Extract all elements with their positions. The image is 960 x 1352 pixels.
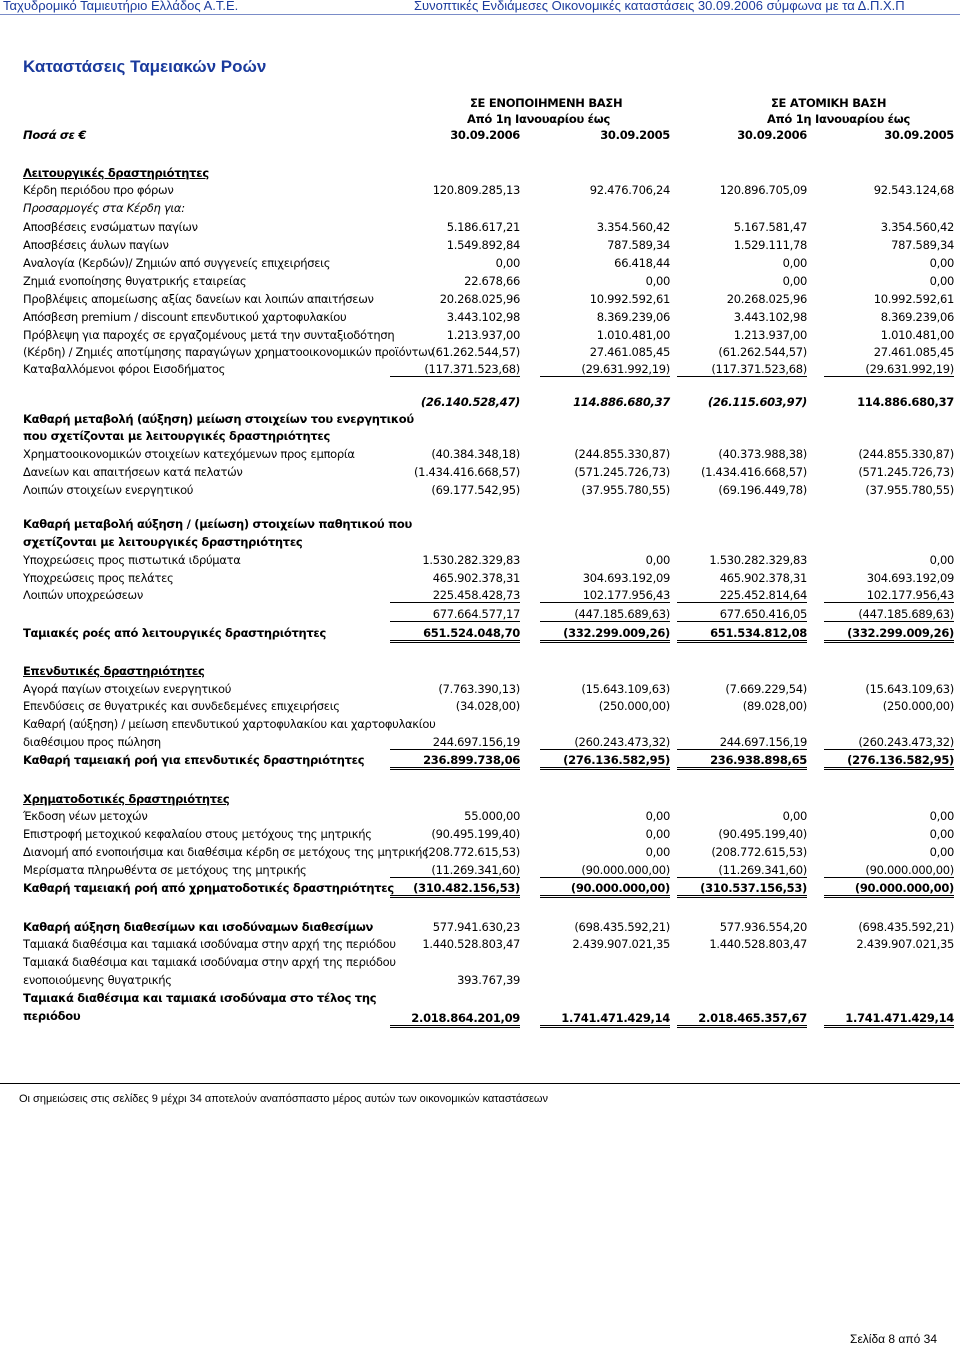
row-value: (40.384.348,18) (431, 447, 520, 461)
row-value: 1.010.481,00 (596, 328, 670, 342)
row-value: 0,00 (929, 274, 954, 288)
row-value: 3.443.102,98 (446, 310, 520, 324)
row-value: 20.268.025,96 (439, 292, 520, 306)
subtotal-value: 677.664.577,17 (390, 607, 520, 622)
row-value: 304.693.192,09 (866, 571, 954, 585)
total-value: (310.482.156,53) (390, 881, 520, 898)
row-label: Λοιπών στοιχείων ενεργητικού (23, 483, 194, 497)
page-number: Σελίδα 8 από 34 (850, 1332, 937, 1346)
row-label: (Κέρδη) / Ζημιές αποτίμησης παραγώγων χρηματοοικονομικών προϊόντων (23, 345, 434, 359)
row-value: 102.177.956,43 (540, 588, 670, 603)
row-value: (90.495.199,40) (431, 827, 520, 841)
total-value: (90.000.000,00) (540, 881, 670, 898)
total-value: (332.299.009,26) (824, 626, 954, 643)
total-value: (310.537.156,53) (677, 881, 807, 898)
row-value: 5.186.617,21 (446, 220, 520, 234)
amounts-currency-label: Ποσά σε € (23, 128, 87, 142)
column-date-4: 30.09.2005 (884, 128, 954, 142)
row-value: (698.435.592,21) (858, 920, 954, 934)
row-value: 1.549.892,84 (446, 238, 520, 252)
header-report-title: Συνοπτικές Ενδιάμεσες Οικονομικές καταστάσεις 30.09.2006 σύμφωνα με τα Δ.Π.Χ.Π (414, 0, 905, 13)
row-value: (40.373.988,38) (718, 447, 807, 461)
row-value: (61.262.544,57) (718, 345, 807, 359)
page-header (0, 0, 960, 13)
section-heading-financing: Χρηματοδοτικές δραστηριότητες (23, 792, 230, 806)
row-value: 92.476.706,24 (589, 183, 670, 197)
row-value: 0,00 (929, 827, 954, 841)
row-value: 3.354.560,42 (880, 220, 954, 234)
row-value: 577.936.554,20 (719, 920, 807, 934)
section-heading-asset-changes: Καθαρή μεταβολή (αύξηση) μείωση στοιχείων του ενεργητικού (23, 412, 414, 426)
total-value: 651.524.048,70 (390, 626, 520, 643)
total-label-operating: Ταμιακές ροές από λειτουργικές δραστηριότητες (23, 626, 327, 640)
column-date-1: 30.09.2006 (450, 128, 520, 142)
row-value: (117.371.523,68) (677, 362, 807, 377)
row-label: Μερίσματα πληρωθέντα σε μετόχους της μητρικής (23, 863, 307, 877)
row-value: 393.767,39 (457, 973, 520, 987)
row-value: 0,00 (782, 256, 807, 270)
total-value: (276.136.582,95) (540, 753, 670, 770)
group-consolidated-heading: ΣΕ ΕΝΟΠΟΙΗΜΕΝΗ ΒΑΣΗ (470, 96, 623, 110)
section-heading-liability-changes: Καθαρή μεταβολή αύξηση / (μείωση) στοιχείων παθητικού που (23, 517, 412, 531)
row-value: (69.177.542,95) (431, 483, 520, 497)
subtotal-value: (447.185.689,63) (824, 607, 954, 622)
total-value: 236.899.738,06 (390, 753, 520, 770)
row-value: 22.678,66 (464, 274, 520, 288)
row-value: 244.697.156,19 (390, 735, 520, 750)
total-value: 1.741.471.429,14 (824, 1011, 954, 1028)
row-value: 2.439.907.021,35 (856, 937, 954, 951)
row-value: 1.530.282.329,83 (709, 553, 807, 567)
total-value: 1.741.471.429,14 (540, 1011, 670, 1028)
group-standalone-period: Από 1η Ιανουαρίου έως (767, 112, 910, 126)
subtotal-value: (26.140.528,47) (420, 395, 520, 409)
row-value: 55.000,00 (464, 809, 520, 823)
row-value: (1.434.416.668,57) (414, 465, 520, 479)
header-rule (0, 14, 960, 15)
row-label: Καταβαλλόμενοι φόροι Εισοδήματος (23, 362, 226, 376)
row-value: 3.443.102,98 (733, 310, 807, 324)
row-value: (208.772.615,53) (711, 845, 807, 859)
total-value: (332.299.009,26) (540, 626, 670, 643)
row-value: (260.243.473,32) (824, 735, 954, 750)
total-value: 236.938.898,65 (677, 753, 807, 770)
row-value: (571.245.726,73) (858, 465, 954, 479)
total-value: 2.018.864.201,09 (390, 1011, 520, 1028)
row-value: (7.763.390,13) (438, 682, 520, 696)
row-label: ενοποιούμενης θυγατρικής (23, 973, 172, 987)
row-value: 1.529.111,78 (733, 238, 807, 252)
row-value: 787.589,34 (607, 238, 670, 252)
row-value: 0,00 (929, 845, 954, 859)
row-value: (244.855.330,87) (858, 447, 954, 461)
row-label: Αποσβέσεις άυλων παγίων (23, 238, 169, 252)
row-value: (90.000.000,00) (824, 863, 954, 878)
row-value: 2.439.907.021,35 (572, 937, 670, 951)
row-value: (61.262.544,57) (431, 345, 520, 359)
row-value: (37.955.780,55) (581, 483, 670, 497)
row-value: (698.435.592,21) (574, 920, 670, 934)
column-date-3: 30.09.2006 (737, 128, 807, 142)
row-value: 5.167.581,47 (733, 220, 807, 234)
document-title: Καταστάσεις Ταμειακών Ροών (23, 57, 267, 76)
row-value: (69.196.449,78) (718, 483, 807, 497)
group-standalone-heading: ΣΕ ΑΤΟΜΙΚΗ ΒΑΣΗ (771, 96, 887, 110)
row-label: Ταμιακά διαθέσιμα και ταμιακά ισοδύναμα στην αρχή της περιόδου (23, 937, 396, 951)
row-value: 225.452.814,64 (677, 588, 807, 603)
row-value: 92.543.124,68 (873, 183, 954, 197)
row-value: 0,00 (645, 809, 670, 823)
row-value: 1.440.528.803,47 (422, 937, 520, 951)
row-value: (15.643.109,63) (865, 682, 954, 696)
row-value: (250.000,00) (882, 699, 954, 713)
row-value: 244.697.156,19 (677, 735, 807, 750)
row-label: Επενδύσεις σε θυγατρικές και συνδεδεμένες επιχειρήσεις (23, 699, 340, 713)
row-value: 0,00 (929, 809, 954, 823)
row-label: Προσαρμογές στα Κέρδη για: (23, 201, 185, 215)
row-label: Δανείων και απαιτήσεων κατά πελατών (23, 465, 243, 479)
row-value: 1.010.481,00 (880, 328, 954, 342)
section-heading-investing: Επενδυτικές δραστηριότητες (23, 664, 205, 678)
footer-note: Οι σημειώσεις στις σελίδες 9 μέχρι 34 αποτελούν αναπόσπαστο μέρος αυτών των οικονομικών καταστάσεων (19, 1093, 548, 1105)
row-value: 3.354.560,42 (596, 220, 670, 234)
footer-rule (0, 1083, 960, 1084)
total-value: 651.534.812,08 (677, 626, 807, 643)
row-value: 120.896.705,09 (719, 183, 807, 197)
row-value: (34.028,00) (455, 699, 520, 713)
total-value: (276.136.582,95) (824, 753, 954, 770)
group-consolidated-period: Από 1η Ιανουαρίου έως (467, 112, 610, 126)
row-value: 0,00 (929, 256, 954, 270)
subtotal-value: 114.886.680,37 (573, 395, 670, 409)
row-label: Ταμιακά διαθέσιμα και ταμιακά ισοδύναμα στην αρχή της περιόδου (23, 955, 396, 969)
row-value: (29.631.992,19) (824, 362, 954, 377)
row-value: 225.458.428,73 (390, 588, 520, 603)
closing-cash-label-cont: περιόδου (23, 1009, 81, 1023)
row-value: 1.213.937,00 (733, 328, 807, 342)
row-label: Αγορά παγίων στοιχείων ενεργητικού (23, 682, 232, 696)
total-label-investing: Καθαρή ταμειακή ροή για επενδυτικές δραστηριότητες (23, 753, 365, 767)
total-value: 2.018.465.357,67 (677, 1011, 807, 1028)
row-value: 465.902.378,31 (719, 571, 807, 585)
row-label: Έκδοση νέων μετοχών (23, 809, 148, 823)
row-value: 66.418,44 (614, 256, 670, 270)
row-value: 0,00 (782, 809, 807, 823)
header-company: Ταχυδρομικό Ταμιευτήριο Ελλάδος Α.Τ.Ε. (3, 0, 239, 13)
row-value: (244.855.330,87) (574, 447, 670, 461)
row-value: (1.434.416.668,57) (701, 465, 807, 479)
row-value: 787.589,34 (891, 238, 954, 252)
row-label: Πρόβλεψη για παροχές σε εργαζομένους μετά την συνταξιοδότηση (23, 328, 395, 342)
row-value: 1.530.282.329,83 (422, 553, 520, 567)
row-value: 0,00 (645, 274, 670, 288)
row-value: 465.902.378,31 (432, 571, 520, 585)
row-label: Καθαρή (αύξηση) / μείωση επενδυτικού χαρτοφυλακίου και χαρτοφυλακίου (23, 717, 436, 731)
row-label: διαθέσιμου προς πώληση (23, 735, 161, 749)
section-heading-liability-changes-cont: σχετίζονται με λειτουργικές δραστηριότητες (23, 535, 303, 549)
row-value: 27.461.085,45 (589, 345, 670, 359)
closing-cash-label: Ταμιακά διαθέσιμα και ταμιακά ισοδύναμα στο τέλος της (23, 991, 377, 1005)
row-value: 10.992.592,61 (589, 292, 670, 306)
row-value: (89.028,00) (742, 699, 807, 713)
row-value: (11.269.341,60) (390, 863, 520, 878)
row-value: 20.268.025,96 (726, 292, 807, 306)
row-value: 304.693.192,09 (582, 571, 670, 585)
subtotal-value: (26.115.603,97) (707, 395, 807, 409)
row-value: (571.245.726,73) (574, 465, 670, 479)
section-heading-operating: Λειτουργικές δραστηριότητες (23, 166, 209, 180)
row-label: Ζημιά ενοποίησης θυγατρικής εταιρείας (23, 274, 247, 288)
row-value: 1.440.528.803,47 (709, 937, 807, 951)
row-value: (117.371.523,68) (390, 362, 520, 377)
row-value: 0,00 (645, 553, 670, 567)
row-value: (90.000.000,00) (540, 863, 670, 878)
row-value: 0,00 (782, 274, 807, 288)
row-label: Αποσβέσεις ενσώματων παγίων (23, 220, 198, 234)
row-label: Επιστροφή μετοχικού κεφαλαίου στους μετόχους της μητρικής (23, 827, 372, 841)
row-label: Κέρδη περιόδου προ φόρων (23, 183, 174, 197)
row-value: 8.369.239,06 (880, 310, 954, 324)
total-value: (90.000.000,00) (824, 881, 954, 898)
row-value: (208.772.615,53) (424, 845, 520, 859)
row-label: Λοιπών υποχρεώσεων (23, 588, 143, 602)
row-value: 27.461.085,45 (873, 345, 954, 359)
row-value: (11.269.341,60) (677, 863, 807, 878)
subtotal-value: 677.650.416,05 (677, 607, 807, 622)
row-value: 577.941.630,23 (432, 920, 520, 934)
row-value: 10.992.592,61 (873, 292, 954, 306)
row-label: Αναλογία (Κερδών)/ Ζημιών από συγγενείς επιχειρήσεις (23, 256, 331, 270)
row-value: 120.809.285,13 (432, 183, 520, 197)
row-value: (37.955.780,55) (865, 483, 954, 497)
row-label: Απόσβεση premium / discount επενδυτικού χαρτοφυλακίου (23, 310, 347, 324)
row-label: Προβλέψεις απομείωσης αξίας δανείων και λοιπών απαιτήσεων (23, 292, 374, 306)
row-value: (260.243.473,32) (540, 735, 670, 750)
row-value: 8.369.239,06 (596, 310, 670, 324)
row-label: Υποχρεώσεις προς πιστωτικά ιδρύματα (23, 553, 241, 567)
row-label: Χρηματοοικονομικών στοιχείων κατεχόμενων προς εμπορία (23, 447, 355, 461)
row-value: 0,00 (929, 553, 954, 567)
total-label-financing: Καθαρή ταμειακή ροή από χρηματοδοτικές δραστηριότητες (23, 881, 394, 895)
row-value: (15.643.109,63) (581, 682, 670, 696)
row-value: (7.669.229,54) (725, 682, 807, 696)
net-increase-label: Καθαρή αύξηση διαθεσίμων και ισοδύναμων διαθεσίμων (23, 920, 374, 934)
row-value: (90.495.199,40) (718, 827, 807, 841)
row-value: 102.177.956,43 (824, 588, 954, 603)
row-value: 1.213.937,00 (446, 328, 520, 342)
row-value: 0,00 (495, 256, 520, 270)
row-label: Υποχρεώσεις προς πελάτες (23, 571, 174, 585)
row-value: (29.631.992,19) (540, 362, 670, 377)
row-value: (250.000,00) (598, 699, 670, 713)
subtotal-value: 114.886.680,37 (857, 395, 954, 409)
column-date-2: 30.09.2005 (600, 128, 670, 142)
row-label: Διανομή από ενοποιήσιμα και διαθέσιμα κέρδη σε μετόχους της μητρικής (23, 845, 429, 859)
subtotal-value: (447.185.689,63) (540, 607, 670, 622)
row-value: 0,00 (645, 845, 670, 859)
section-heading-asset-changes-cont: που σχετίζονται με λειτουργικές δραστηριότητες (23, 429, 330, 443)
row-value: 0,00 (645, 827, 670, 841)
